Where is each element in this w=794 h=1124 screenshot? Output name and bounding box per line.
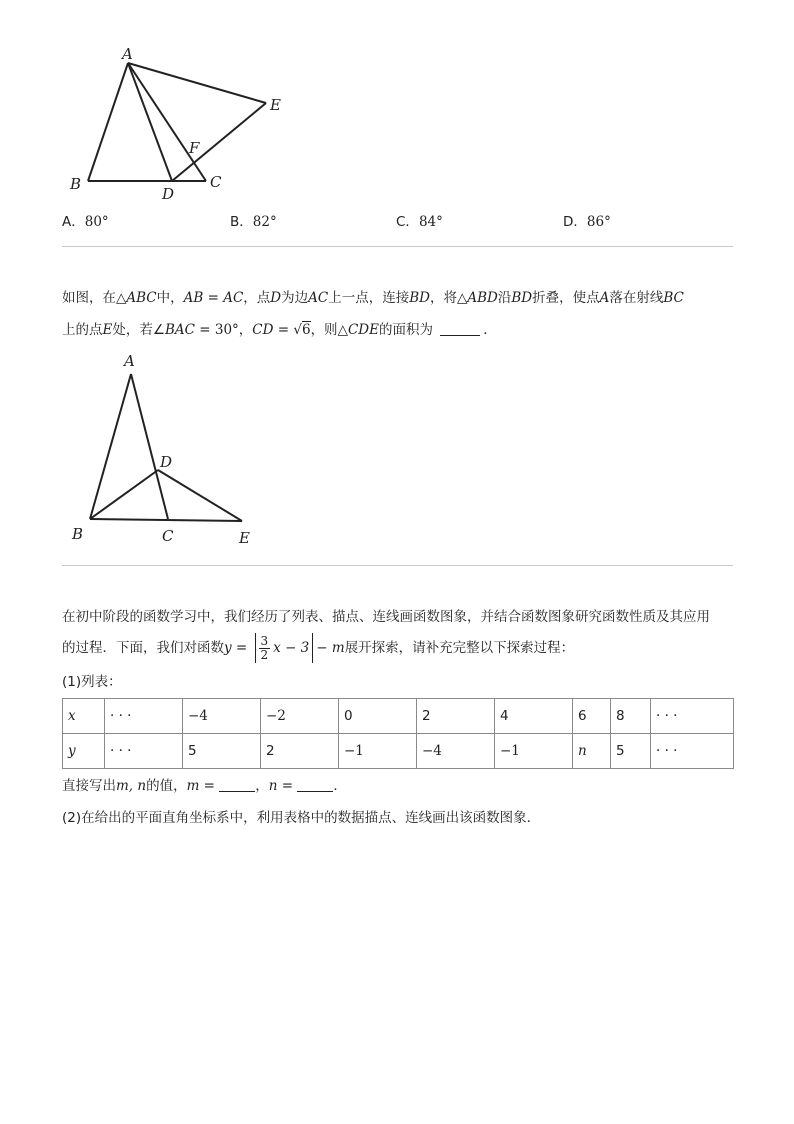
table-cell: · · ·	[105, 734, 183, 769]
table-cell: 4	[495, 699, 573, 734]
q3-intro-line1: 在初中阶段的函数学习中，我们经历了列表、描点、连线画函数图象，并结合函数图象研究函数性质及其应用	[62, 609, 710, 625]
q2-segment-bd	[90, 470, 158, 519]
q1-option-b: B．82°	[230, 214, 277, 230]
divider	[62, 246, 733, 247]
table-cell: −1	[339, 734, 417, 769]
q1-segment-ae	[128, 63, 266, 103]
table-cell: x	[63, 699, 105, 734]
table-row-x	[63, 699, 734, 734]
q1-option-d: D．86°	[563, 214, 611, 230]
table-cell: · · ·	[651, 734, 734, 769]
q3-part1-label: (1)列表：	[62, 674, 122, 690]
table-cell: −1	[495, 734, 573, 769]
q2-segment-ab	[90, 374, 131, 519]
table-cell: 8	[611, 699, 651, 734]
table-cell: y	[63, 734, 105, 769]
m-answer-blank[interactable]	[219, 777, 255, 792]
q1-label-f: F	[189, 139, 200, 157]
q2-label-c: C	[162, 527, 174, 545]
q3-answer-line: 直接写出m, n的值，m = ，n = ．	[62, 778, 347, 794]
q2-answer-blank[interactable]	[440, 321, 480, 336]
n-answer-blank[interactable]	[297, 777, 333, 792]
q3-intro-line2: 的过程．下面，我们对函数y = $\frac{3}{2}$ x − 3 − m展开探索，请补充完整以下探索过程：	[62, 633, 575, 662]
q2-segment-bc-e	[90, 519, 242, 521]
q3-part2-label: (2)在给出的平面直角坐标系中，利用表格中的数据描点、连线画出该函数图象．	[62, 810, 541, 826]
q1-option-a: A．80°	[62, 214, 109, 230]
fraction: $\frac{3}{2}$	[260, 633, 269, 662]
divider	[62, 565, 733, 566]
q1-segment-de	[172, 103, 266, 181]
q2-label-a: A	[124, 352, 135, 370]
table-cell: −4	[183, 699, 261, 734]
table-cell: 0	[339, 699, 417, 734]
q2-label-b: B	[72, 525, 84, 543]
q2-label-d: D	[160, 453, 173, 471]
q1-segment-ab	[88, 63, 128, 181]
table-cell: 6	[573, 699, 611, 734]
q2-text-line1: 如图，在△ABC中，AB = AC，点D为边AC上一点，连接BD，将△ABD沿BD折叠，使点A落在射线BC	[62, 290, 684, 306]
table-cell: · · ·	[651, 699, 734, 734]
table-cell: −4	[417, 734, 495, 769]
table-cell: 2	[261, 734, 339, 769]
q1-option-c: C．84°	[396, 214, 443, 230]
table-cell: n	[573, 734, 611, 769]
q1-figure	[62, 40, 302, 205]
q1-label-c: C	[210, 173, 222, 191]
table-cell: −2	[261, 699, 339, 734]
q1-label-a: A	[122, 45, 133, 63]
table-cell: 5	[183, 734, 261, 769]
table-cell: 2	[417, 699, 495, 734]
q3-value-table	[62, 698, 734, 769]
q2-label-e: E	[239, 529, 250, 547]
q2-segment-ac	[131, 374, 168, 519]
q1-label-b: B	[70, 175, 82, 193]
table-cell: 5	[611, 734, 651, 769]
table-cell: · · ·	[105, 699, 183, 734]
q1-label-e: E	[270, 96, 281, 114]
q1-label-d: D	[162, 185, 175, 203]
q2-figure	[62, 346, 272, 551]
q2-segment-de	[158, 470, 242, 521]
table-row-y	[63, 734, 734, 769]
q2-text-line2: 上的点E处，若∠BAC = 30°，CD = √6，则△CDE的面积为 ．	[62, 322, 497, 338]
q1-segment-ad	[128, 63, 172, 181]
